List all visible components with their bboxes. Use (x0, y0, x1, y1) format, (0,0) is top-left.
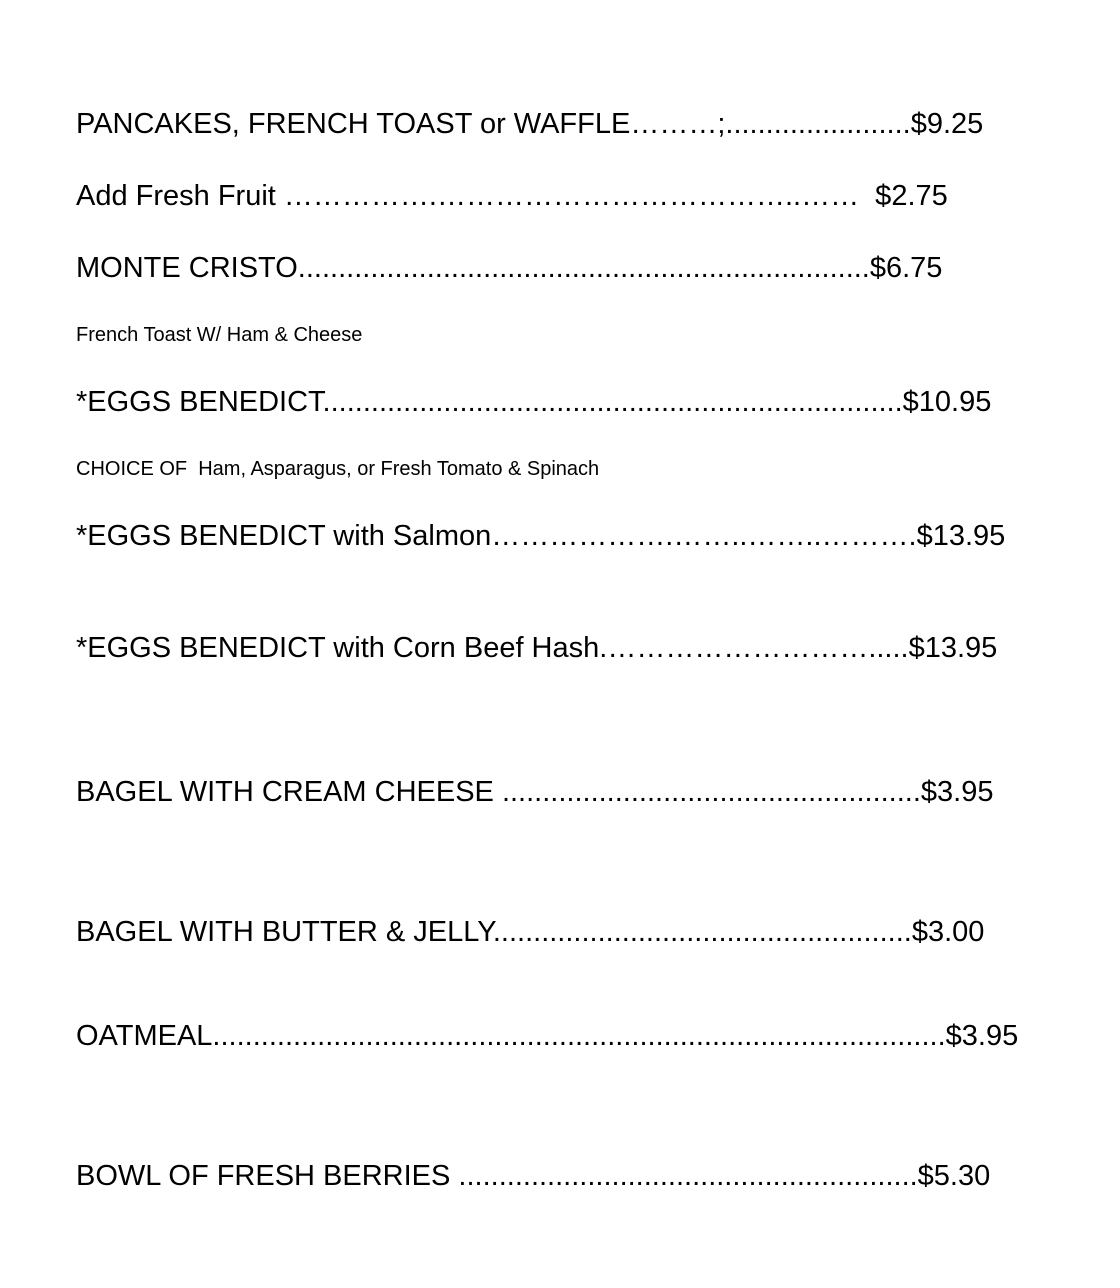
menu-item-oatmeal: OATMEAL...........................................................................................$3.95 (76, 1020, 1019, 1052)
menu-item-eggs-benedict-salmon: *EGGS BENEDICT with Salmon……………….……..……..……….$13.95 (76, 520, 1006, 552)
menu-item-add-fresh-fruit: Add Fresh Fruit …………….………………………………..…… $2.75 (76, 180, 948, 212)
menu-item-description: French Toast W/ Ham & Cheese (76, 324, 363, 346)
menu-item-monte-cristo: MONTE CRISTO.......................................................................$6.75 (76, 252, 943, 284)
menu-item-eggs-benedict: *EGGS BENEDICT........................................................................$10.95 (76, 386, 992, 418)
menu-item-bagel-butter-jelly: BAGEL WITH BUTTER & JELLY....................................................$3.00 (76, 916, 985, 948)
menu-item-bagel-cream-cheese: BAGEL WITH CREAM CHEESE ....................................................$3.95 (76, 776, 994, 808)
menu-item-bowl-fresh-berries: BOWL OF FRESH BERRIES .........................................................$5.30 (76, 1160, 991, 1192)
menu-item-eggs-benedict-corn-beef-hash: *EGGS BENEDICT with Corn Beef Hash.……………………….....$13.95 (76, 632, 998, 664)
menu-item-description: CHOICE OF Ham, Asparagus, or Fresh Tomato & Spinach (76, 458, 600, 480)
menu-item-pancakes: PANCAKES, FRENCH TOAST or WAFFLE………;.......................$9.25 (76, 108, 984, 140)
